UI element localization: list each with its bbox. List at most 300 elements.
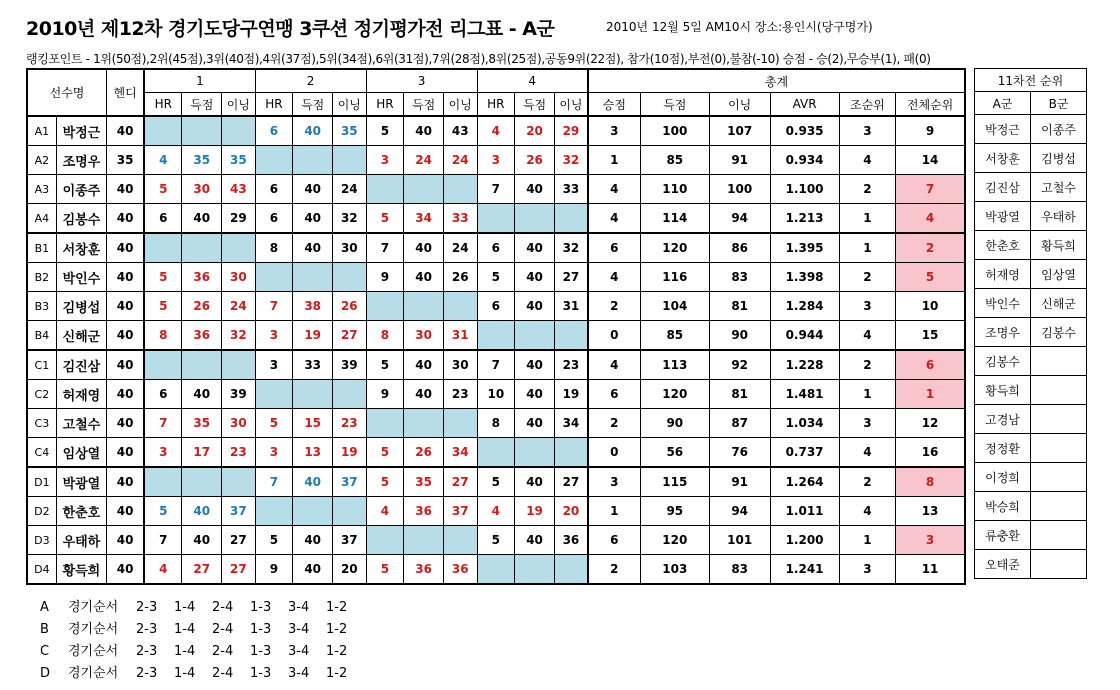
sub-header-score: 득점: [404, 93, 444, 117]
round-hr: 7: [366, 233, 404, 263]
group-rank: 1: [839, 233, 896, 263]
player-handicap: 40: [107, 380, 145, 409]
total-score: 113: [640, 350, 709, 380]
col-header-round: 1: [144, 69, 255, 93]
round-score: 40: [404, 263, 444, 292]
round-hr: 8: [255, 233, 293, 263]
sidebar-b-name: [1031, 376, 1087, 405]
round-hr: 10: [477, 380, 515, 409]
match-order-row: [40, 662, 364, 681]
table-row: [27, 467, 965, 497]
player-name: 임상열: [56, 438, 106, 468]
total-avr: 0.935: [770, 116, 839, 146]
player-name: 우태하: [56, 526, 106, 555]
round-hr: 3: [255, 321, 293, 351]
player-handicap: 40: [107, 292, 145, 321]
total-avr: 1.398: [770, 263, 839, 292]
sidebar-col-a: A군: [975, 92, 1031, 115]
total-avr: 1.228: [770, 350, 839, 380]
round-inning: 24: [333, 175, 367, 204]
total-innings: 81: [709, 292, 770, 321]
bye-cell: [477, 321, 515, 351]
sidebar-a-name: 박승희: [975, 492, 1031, 521]
round-score: 40: [404, 116, 444, 146]
group-label: A: [40, 600, 49, 615]
sidebar-row: [975, 434, 1087, 463]
match-pair: 1-4: [174, 644, 196, 659]
round-score: 40: [515, 233, 555, 263]
player-handicap: 40: [107, 526, 145, 555]
total-innings: 91: [709, 146, 770, 175]
round-hr: 5: [144, 263, 182, 292]
round-hr: 6: [255, 175, 293, 204]
sub-header-total: 득점: [640, 93, 709, 117]
round-score: 35: [182, 146, 222, 175]
round-score: 40: [515, 526, 555, 555]
round-inning: 32: [222, 321, 255, 351]
sub-header-hr: HR: [366, 93, 404, 117]
sidebar-a-name: 서창훈: [975, 144, 1031, 173]
round-score: 40: [404, 350, 444, 380]
bye-cell: [182, 233, 222, 263]
round-inning: 30: [222, 409, 255, 438]
round-hr: 5: [366, 555, 404, 585]
sidebar-row: [975, 144, 1087, 173]
sidebar-row: [975, 260, 1087, 289]
player-handicap: 40: [107, 263, 145, 292]
group-rank: 2: [839, 350, 896, 380]
total-win-points: 3: [588, 467, 640, 497]
bye-cell: [477, 204, 515, 234]
round-hr: 3: [366, 146, 404, 175]
sub-header-inning: 이닝: [222, 93, 255, 117]
sidebar-a-name: 박광열: [975, 202, 1031, 231]
group-rank: 3: [839, 116, 896, 146]
sidebar-b-name: 황득희: [1031, 231, 1087, 260]
round-hr: 5: [144, 497, 182, 526]
order-label: 경기순서: [68, 644, 119, 659]
sub-header-total: AVR: [770, 93, 839, 117]
total-score: 103: [640, 555, 709, 585]
sidebar-row: [975, 492, 1087, 521]
round-hr: 3: [144, 438, 182, 468]
round-inning: 39: [222, 380, 255, 409]
round-hr: 6: [144, 380, 182, 409]
bye-cell: [255, 263, 293, 292]
sidebar-a-name: 고경남: [975, 405, 1031, 434]
total-score: 110: [640, 175, 709, 204]
overall-rank: 16: [896, 438, 965, 468]
bye-cell: [515, 438, 555, 468]
sub-header-total: 승점: [588, 93, 640, 117]
table-row: [27, 497, 965, 526]
sidebar-a-name: 허재영: [975, 260, 1031, 289]
round-score: 40: [182, 526, 222, 555]
total-win-points: 6: [588, 380, 640, 409]
round-hr: 5: [366, 204, 404, 234]
round-hr: 5: [255, 409, 293, 438]
round-hr: 6: [255, 204, 293, 234]
table-row: [27, 350, 965, 380]
round-inning: 20: [554, 497, 587, 526]
match-pair: 1-4: [174, 666, 196, 681]
sidebar-b-name: [1031, 492, 1087, 521]
total-innings: 76: [709, 438, 770, 468]
total-win-points: 4: [588, 204, 640, 234]
player-name: 박광열: [56, 467, 106, 497]
sidebar-a-name: 정정환: [975, 434, 1031, 463]
total-win-points: 4: [588, 350, 640, 380]
total-win-points: 6: [588, 526, 640, 555]
sidebar-b-name: 우태하: [1031, 202, 1087, 231]
total-win-points: 2: [588, 555, 640, 585]
round-hr: 6: [144, 204, 182, 234]
bye-cell: [404, 409, 444, 438]
player-handicap: 35: [107, 146, 145, 175]
total-innings: 81: [709, 380, 770, 409]
round-score: 33: [293, 350, 333, 380]
player-code: B2: [27, 263, 56, 292]
total-innings: 107: [709, 116, 770, 146]
round-inning: 29: [222, 204, 255, 234]
sidebar-row: [975, 347, 1087, 376]
bye-cell: [144, 233, 182, 263]
match-order-row: [40, 640, 364, 659]
total-avr: 1.395: [770, 233, 839, 263]
match-pair: 1-2: [326, 622, 348, 637]
player-code: D1: [27, 467, 56, 497]
total-innings: 87: [709, 409, 770, 438]
sub-header-score: 득점: [182, 93, 222, 117]
match-pair: 2-4: [212, 644, 234, 659]
bye-cell: [404, 292, 444, 321]
sub-header-inning: 이닝: [554, 93, 587, 117]
player-name: 박인수: [56, 263, 106, 292]
round-hr: 6: [477, 292, 515, 321]
round-hr: 7: [477, 175, 515, 204]
round-score: 40: [293, 116, 333, 146]
col-header-total: 총계: [588, 69, 965, 93]
round-hr: 5: [366, 467, 404, 497]
total-avr: 1.241: [770, 555, 839, 585]
round-inning: 34: [554, 409, 587, 438]
total-innings: 101: [709, 526, 770, 555]
sidebar-row: [975, 463, 1087, 492]
overall-rank: 12: [896, 409, 965, 438]
round-inning: 19: [333, 438, 367, 468]
player-handicap: 40: [107, 321, 145, 351]
round-score: 40: [293, 175, 333, 204]
round-score: 26: [515, 146, 555, 175]
round-inning: 27: [554, 263, 587, 292]
round-inning: 32: [554, 233, 587, 263]
player-code: D2: [27, 497, 56, 526]
col-header-player: 선수명: [27, 69, 107, 116]
round-inning: 24: [222, 292, 255, 321]
total-win-points: 2: [588, 292, 640, 321]
match-pair: 3-4: [288, 622, 310, 637]
sidebar-a-name: 김진삼: [975, 173, 1031, 202]
match-pair: 2-3: [136, 622, 158, 637]
round-hr: 5: [477, 263, 515, 292]
total-score: 120: [640, 526, 709, 555]
round-hr: 4: [477, 116, 515, 146]
group-rank: 1: [839, 380, 896, 409]
round-inning: 23: [444, 380, 478, 409]
bye-cell: [255, 380, 293, 409]
match-pair: 2-3: [136, 644, 158, 659]
bye-cell: [222, 350, 255, 380]
total-score: 56: [640, 438, 709, 468]
bye-cell: [293, 380, 333, 409]
sidebar-b-name: 김병섭: [1031, 144, 1087, 173]
player-code: B1: [27, 233, 56, 263]
sidebar-row: [975, 289, 1087, 318]
total-avr: 1.481: [770, 380, 839, 409]
round-score: 34: [404, 204, 444, 234]
total-win-points: 3: [588, 116, 640, 146]
match-pair: 3-4: [288, 644, 310, 659]
round-inning: 30: [222, 263, 255, 292]
bye-cell: [222, 116, 255, 146]
event-meta: 2010년 12월 5일 AM10시 장소:용인시(당구명가): [606, 20, 873, 34]
table-row: [27, 321, 965, 351]
table-row: [27, 380, 965, 409]
col-header-handicap: 헨디: [107, 69, 145, 116]
bye-cell: [222, 233, 255, 263]
round-inning: 36: [444, 555, 478, 585]
round-hr: 5: [366, 116, 404, 146]
table-row: [27, 175, 965, 204]
round-score: 36: [404, 555, 444, 585]
round-hr: 7: [144, 409, 182, 438]
sub-header-inning: 이닝: [333, 93, 367, 117]
player-handicap: 40: [107, 350, 145, 380]
round-inning: 35: [222, 146, 255, 175]
sub-header-score: 득점: [515, 93, 555, 117]
total-innings: 92: [709, 350, 770, 380]
round-hr: 5: [477, 526, 515, 555]
match-pair: 1-2: [326, 666, 348, 681]
sidebar-row: [975, 173, 1087, 202]
round-score: 19: [515, 497, 555, 526]
sidebar-b-name: [1031, 434, 1087, 463]
sidebar-row: [975, 376, 1087, 405]
round-inning: 26: [444, 263, 478, 292]
round-hr: 7: [477, 350, 515, 380]
round-score: 40: [182, 204, 222, 234]
bye-cell: [366, 175, 404, 204]
sidebar-b-name: 이종주: [1031, 115, 1087, 144]
sub-header-inning: 이닝: [444, 93, 478, 117]
points-note: 랭킹포인트 - 1위(50점),2위(45점),3위(40점),4위(37점),5위(34점),6위(31점),7위(28점),8위(25점),공동9위(22점), 참가(10점),부전(0),불참(-10) 승점 - 승(2),무승부(1), 패(0): [26, 52, 931, 66]
total-score: 116: [640, 263, 709, 292]
round-score: 26: [404, 438, 444, 468]
round-inning: 37: [333, 467, 367, 497]
bye-cell: [554, 555, 587, 585]
round-score: 40: [293, 204, 333, 234]
round-score: 40: [515, 263, 555, 292]
player-name: 이종주: [56, 175, 106, 204]
player-handicap: 40: [107, 204, 145, 234]
round-hr: 8: [144, 321, 182, 351]
group-label: B: [40, 622, 49, 637]
round-hr: 9: [366, 263, 404, 292]
bye-cell: [554, 438, 587, 468]
round-inning: 37: [333, 526, 367, 555]
round-score: 30: [404, 321, 444, 351]
round-inning: 37: [444, 497, 478, 526]
round-inning: 19: [554, 380, 587, 409]
round-score: 35: [182, 409, 222, 438]
round-inning: 27: [222, 555, 255, 585]
total-innings: 83: [709, 555, 770, 585]
round-score: 40: [404, 380, 444, 409]
match-pair: 1-3: [250, 600, 272, 615]
col-header-round: 4: [477, 69, 588, 93]
round-inning: 27: [444, 467, 478, 497]
overall-rank: 2: [896, 233, 965, 263]
bye-cell: [366, 292, 404, 321]
match-pair: 1-3: [250, 622, 272, 637]
player-name: 김병섭: [56, 292, 106, 321]
round-hr: 9: [366, 380, 404, 409]
bye-cell: [444, 526, 478, 555]
sidebar-row: [975, 318, 1087, 347]
round-score: 40: [182, 380, 222, 409]
round-hr: 5: [255, 526, 293, 555]
round-score: 40: [293, 526, 333, 555]
round-hr: 5: [366, 438, 404, 468]
match-order-row: [40, 596, 364, 615]
total-score: 90: [640, 409, 709, 438]
total-avr: 0.944: [770, 321, 839, 351]
total-avr: 1.284: [770, 292, 839, 321]
bye-cell: [255, 497, 293, 526]
player-code: D3: [27, 526, 56, 555]
player-name: 황득희: [56, 555, 106, 585]
page-title: 2010년 제12차 경기도당구연맹 3쿠션 정기평가전 리그표 - A군: [26, 18, 555, 40]
sidebar-b-name: 고철수: [1031, 173, 1087, 202]
bye-cell: [404, 175, 444, 204]
sidebar-b-name: 신해군: [1031, 289, 1087, 318]
round-hr: 7: [144, 526, 182, 555]
total-innings: 83: [709, 263, 770, 292]
table-row: [27, 116, 965, 146]
sidebar-row: [975, 550, 1087, 579]
round-score: 36: [404, 497, 444, 526]
table-row: [27, 526, 965, 555]
round-inning: 27: [222, 526, 255, 555]
round-hr: 4: [366, 497, 404, 526]
player-code: D4: [27, 555, 56, 585]
sidebar-b-name: 김봉수: [1031, 318, 1087, 347]
total-score: 104: [640, 292, 709, 321]
sidebar-row: [975, 521, 1087, 550]
player-handicap: 40: [107, 116, 145, 146]
group-label: C: [40, 644, 50, 659]
round-inning: 35: [333, 116, 367, 146]
round-score: 24: [404, 146, 444, 175]
bye-cell: [366, 409, 404, 438]
sidebar-a-name: 조명우: [975, 318, 1031, 347]
sidebar-title: 11차전 순위: [975, 69, 1087, 92]
sidebar-a-name: 황득희: [975, 376, 1031, 405]
total-avr: 1.034: [770, 409, 839, 438]
round-inning: 23: [333, 409, 367, 438]
bye-cell: [333, 263, 367, 292]
round-score: 40: [293, 233, 333, 263]
bye-cell: [477, 438, 515, 468]
group-rank: 4: [839, 321, 896, 351]
match-pair: 1-4: [174, 600, 196, 615]
round-inning: 31: [444, 321, 478, 351]
round-hr: 4: [477, 497, 515, 526]
sub-header-hr: HR: [477, 93, 515, 117]
bye-cell: [293, 497, 333, 526]
round-inning: 29: [554, 116, 587, 146]
round-hr: 3: [477, 146, 515, 175]
overall-rank: 5: [896, 263, 965, 292]
player-code: C2: [27, 380, 56, 409]
total-avr: 0.737: [770, 438, 839, 468]
round-inning: 27: [554, 467, 587, 497]
round-inning: 20: [333, 555, 367, 585]
bye-cell: [182, 116, 222, 146]
bye-cell: [333, 146, 367, 175]
total-win-points: 6: [588, 233, 640, 263]
table-row: [27, 409, 965, 438]
league-table: [26, 68, 966, 585]
sidebar-row: [975, 405, 1087, 434]
round-hr: 5: [144, 292, 182, 321]
overall-rank: 11: [896, 555, 965, 585]
match-pair: 1-2: [326, 600, 348, 615]
total-innings: 91: [709, 467, 770, 497]
round-hr: 3: [255, 350, 293, 380]
group-rank: 3: [839, 555, 896, 585]
total-win-points: 1: [588, 497, 640, 526]
group-label: D: [40, 666, 51, 681]
group-rank: 1: [839, 204, 896, 234]
overall-rank: 14: [896, 146, 965, 175]
round-score: 40: [515, 467, 555, 497]
round-hr: 8: [477, 409, 515, 438]
player-handicap: 40: [107, 409, 145, 438]
round-inning: 32: [333, 204, 367, 234]
round-score: 40: [182, 497, 222, 526]
round-inning: 31: [554, 292, 587, 321]
table-row: [27, 233, 965, 263]
round-score: 26: [182, 292, 222, 321]
round-score: 35: [404, 467, 444, 497]
sidebar-a-name: 한춘호: [975, 231, 1031, 260]
group-rank: 2: [839, 263, 896, 292]
bye-cell: [333, 380, 367, 409]
round-hr: 5: [366, 350, 404, 380]
table-row: [27, 292, 965, 321]
match-pair: 1-2: [326, 644, 348, 659]
player-code: C3: [27, 409, 56, 438]
total-score: 120: [640, 380, 709, 409]
sidebar-a-name: 오태준: [975, 550, 1031, 579]
total-score: 95: [640, 497, 709, 526]
total-innings: 90: [709, 321, 770, 351]
overall-rank: 1: [896, 380, 965, 409]
total-innings: 86: [709, 233, 770, 263]
match-pair: 1-4: [174, 622, 196, 637]
group-rank: 3: [839, 292, 896, 321]
